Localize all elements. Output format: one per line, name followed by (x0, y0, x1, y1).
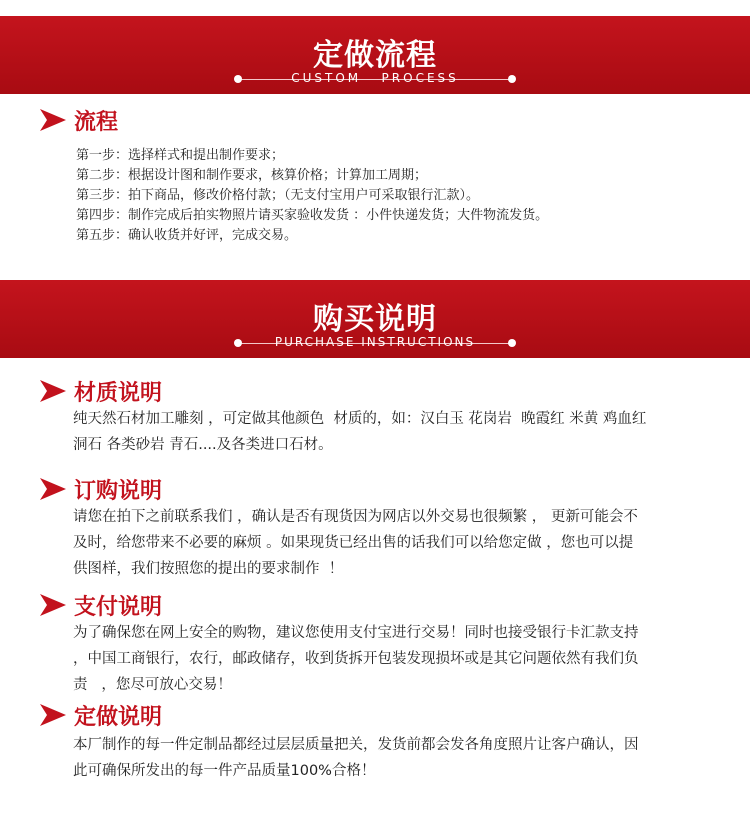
payment-heading (40, 590, 162, 620)
banner-subtitle: PURCHASE INSTRUCTIONS (274, 335, 476, 349)
step-item: 第二步：根据设计图和制作要求，核算价格；计算加工周期； (76, 168, 428, 183)
text-line: 及时，给您带来不必要的麻烦 。如果现货已经出售的话我们可以给您定做 ，您也可以提 (73, 535, 634, 551)
text-line: 纯天然石材加工雕刻 ，可定做其他颜色 材质的，如：汉白玉 花岗岩 晚霞红 米黄 鸡血红 (73, 411, 647, 427)
arrow-icon (40, 380, 66, 402)
process-heading (40, 105, 118, 135)
heading-text: 订购说明 (74, 478, 163, 504)
text-line: 为了确保您在网上安全的购物，建议您使用支付宝进行交易！同时也接受银行卡汇款支持 (73, 625, 639, 641)
ordering-heading (40, 474, 162, 504)
process-steps (76, 146, 548, 246)
material-heading (40, 376, 162, 406)
text-line: 供图样，我们按照您的提出的要求制作 ！ (73, 561, 344, 577)
step-item: 第五步：确认收货并好评，完成交易。 (76, 228, 298, 243)
arrow-icon (40, 594, 66, 616)
text-line: 此可确保所发出的每一件产品质量100%合格！ (73, 763, 376, 779)
arrow-icon (40, 109, 66, 131)
banner-subtitle: CUSTOM PROCESS (291, 71, 459, 85)
text-line: 请您在拍下之前联系我们 ，确认是否有现货因为网店以外交易也很频繁 ， 更新可能会不 (73, 509, 638, 525)
arrow-icon (40, 478, 66, 500)
step-item: 第四步：制作完成后拍实物照片请买家验收发货 ：小件快递发货；大件物流发货。 (76, 208, 549, 223)
banner-title: 定做流程 (313, 38, 437, 73)
purchase-instructions-banner (0, 280, 750, 358)
customization-heading (40, 700, 162, 730)
step-item: 第三步：拍下商品，修改价格付款；（无支付宝用户可采取银行汇款）。 (76, 188, 480, 203)
customization-text (73, 732, 713, 784)
heading-text: 材质说明 (74, 380, 163, 406)
text-line: ，中国工商银行，农行，邮政储存，收到货拆开包装发现损坏或是其它问题依然有我们负 (73, 651, 639, 667)
step-item: 第一步：选择样式和提出制作要求； (76, 148, 285, 163)
banner-title: 购买说明 (313, 302, 437, 337)
heading-text: 流程 (74, 109, 119, 135)
arrow-icon (40, 704, 66, 726)
ordering-text (73, 504, 713, 582)
text-line: 本厂制作的每一件定制品都经过层层质量把关，发货前都会发各角度照片让客户确认，因 (73, 737, 639, 753)
text-line: 责 ，您尽可放心交易！ (73, 677, 232, 693)
text-line: 洞石 各类砂岩 青石....及各类进口石材。 (73, 437, 333, 453)
material-text (73, 406, 713, 458)
payment-text (73, 620, 713, 698)
heading-text: 支付说明 (74, 594, 163, 620)
custom-process-banner (0, 16, 750, 94)
heading-text: 定做说明 (74, 704, 163, 730)
